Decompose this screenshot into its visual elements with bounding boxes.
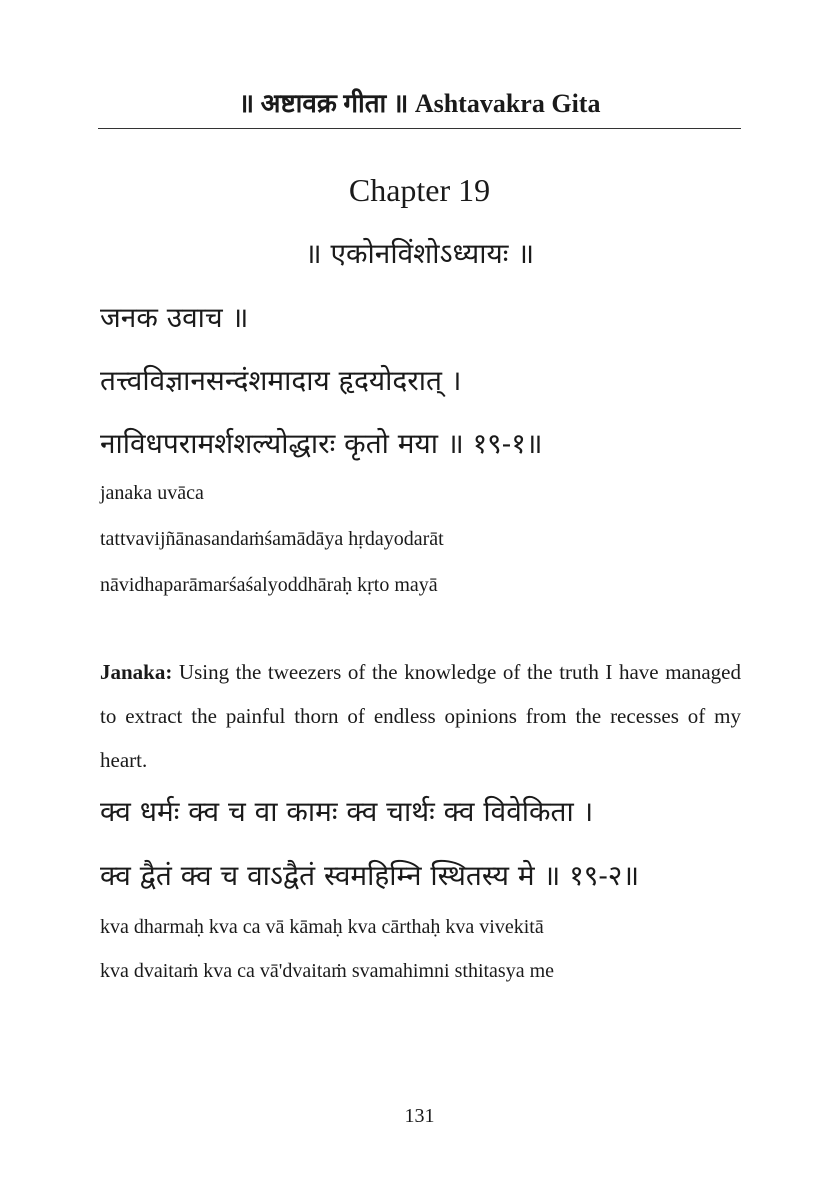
chapter-sanskrit-title: ॥ एकोनविंशोऽध्यायः ॥	[304, 237, 535, 270]
verse1-translit-line1: janaka uvāca	[100, 482, 204, 504]
page-number: 131	[404, 1105, 435, 1127]
translation-speaker: Janaka:	[100, 660, 173, 684]
verse2-translit-line1: kva dharmaḥ kva ca vā kāmaḥ kva cārthaḥ kva vivekitā	[100, 916, 544, 938]
verse1-translit-line3: nāvidhaparāmarśaśalyoddhāraḥ kṛto mayā	[100, 574, 438, 596]
verse2-translit-line2: kva dvaitaṁ kva ca vā'dvaitaṁ svamahimni sthitasya me	[100, 960, 555, 982]
translation-text: Using the tweezers of the knowledge of the truth I have managed to extract the painful thorn of endless opinions from the recesses of my heart.	[100, 660, 741, 772]
verse2-sanskrit-line1: क्व धर्मः क्व च वा कामः क्व चार्थः क्व विवेकिता ।	[100, 795, 594, 828]
header-divider	[98, 128, 741, 129]
verse1-translation	[100, 650, 741, 782]
verse1-sanskrit-line1: तत्त्वविज्ञानसन्दंशमादाय हृदयोदरात् ।	[100, 364, 462, 397]
running-header: ॥ अष्टावक्र गीता ॥ Ashtavakra Gita	[238, 89, 601, 118]
chapter-title: Chapter 19	[348, 172, 491, 208]
verse1-translit-line2: tattvavijñānasandaṁśamādāya hṛdayodarāt	[100, 528, 444, 550]
verse2-sanskrit-line2: क्व द्वैतं क्व च वाऽद्वैतं स्वमहिम्नि स्थितस्य मे ॥ १९-२॥	[100, 859, 640, 892]
verse1-speaker-line: जनक उवाच ॥	[100, 301, 249, 334]
verse1-sanskrit-line2: नाविधपरामर्शशल्योद्धारः कृतो मया ॥ १९-१॥	[100, 427, 543, 460]
